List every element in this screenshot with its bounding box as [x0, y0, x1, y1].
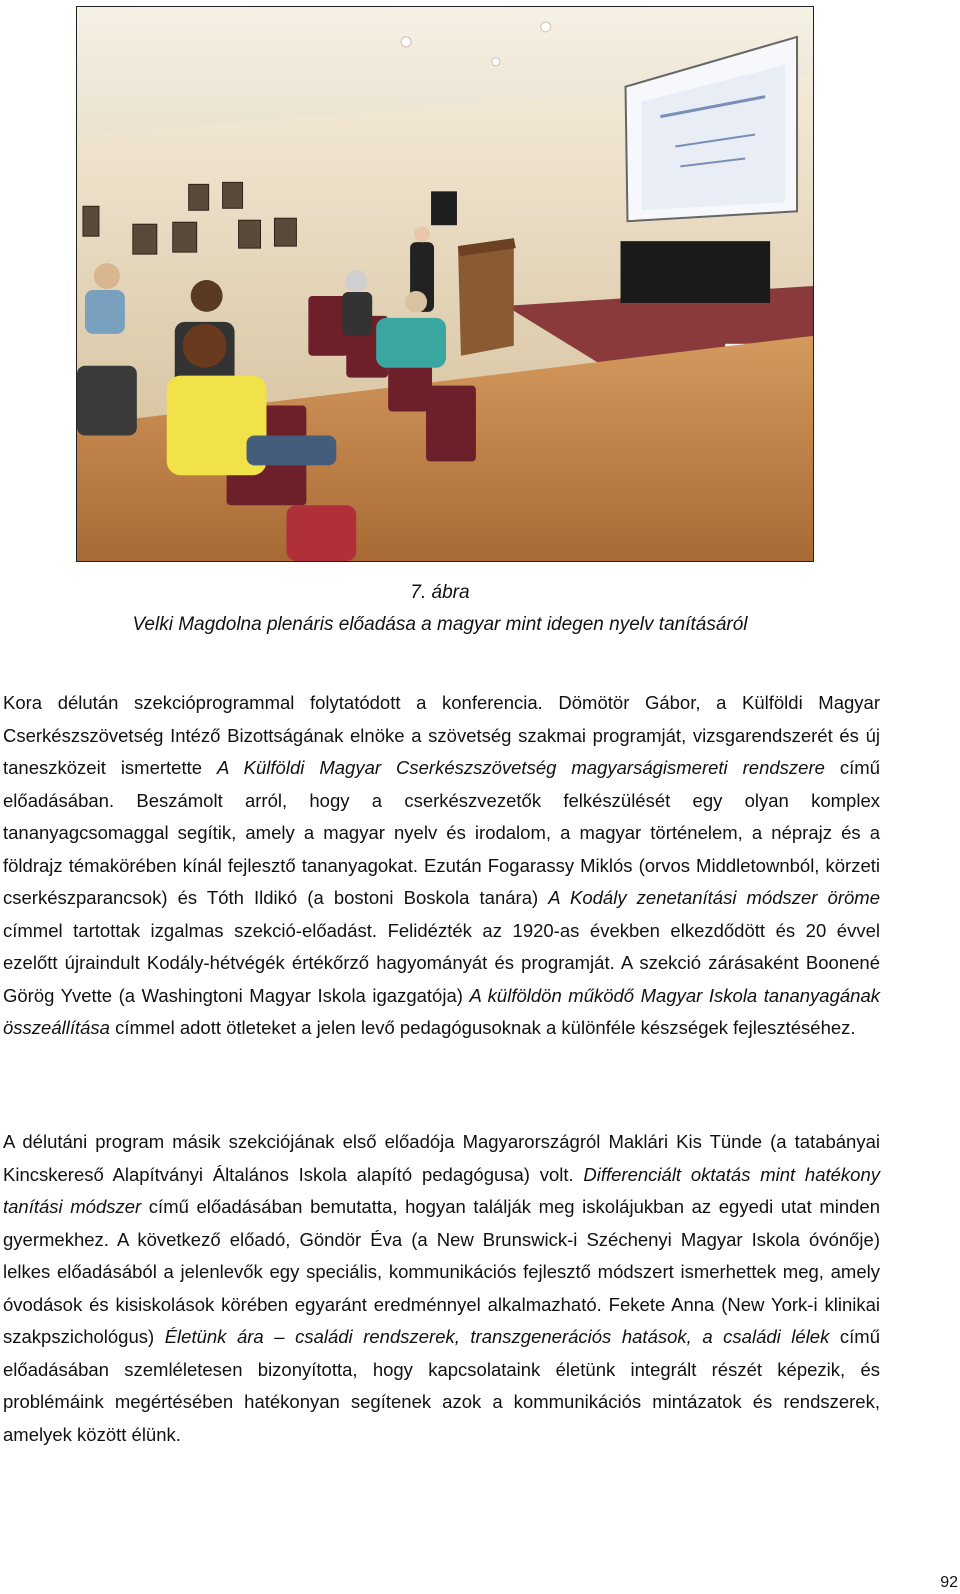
talk-title: A Külföldi Magyar Cserkészszövetség magyarságismereti rendszere — [217, 757, 825, 778]
conference-photo — [76, 6, 814, 562]
figure-number: 7. ábra — [410, 582, 470, 603]
paragraph-text: A délutáni program másik szekciójának első előadója Magyarországról Maklári Kis Tünde (a tatabányai Kincskereső Alapítványi Általános Iskola alapító pedagógusa) volt. — [3, 1131, 880, 1185]
talk-title: A Kodály zenetanítási módszer öröme — [548, 887, 880, 908]
body-paragraph-1 — [3, 687, 880, 1045]
paragraph-text: című előadásában. Beszámolt arról, hogy a cserkészvezetők felkészülését egy olyan komplex tananyagcsomaggal segítik, amely a magyar nyelv és irodalom, a magyar történelem, a néprajz és a földrajz témakörében kínál fejlesztő tananyagokat. Ezután Fogarassy Miklós (orvos Middletownból, körzeti cserkészparancsok) és Tóth Ildikó (a bostoni Boskola tanára) — [3, 757, 880, 908]
paragraph-text: Kora délután szekcióprogrammal folytatódott a konferencia. Dömötör Gábor, a Külföldi Magyar Cserkészszövetség Intéző Bizottságának elnöke a szövetség szakmai programját, vizsgarendszerét és új taneszközeit ismertette — [3, 692, 880, 778]
paragraph-text: címmel tartottak izgalmas szekció-előadást. Felidézték az 1920-as években elkezdődött és 20 évvel ezelőtt újraindult Kodály-hétvégék értékőrző hagyományát és programját. A szekció zárásaként Boonené Görög Yvette (a Washingtoni Magyar Iskola igazgatója) — [3, 919, 880, 1006]
page-number: 92 — [940, 1574, 958, 1591]
figure-caption: Velki Magdolna plenáris előadása a magyar mint idegen nyelv tanításáról — [132, 614, 748, 635]
paragraph-text: címmel adott ötleteket a jelen levő pedagógusoknak a különféle készségek fejlesztéséhez. — [109, 1017, 856, 1038]
talk-title: Életünk ára – családi rendszerek, transzgenerációs hatások, a családi lélek — [164, 1326, 830, 1347]
talk-title: A külföldön működő Magyar Iskola tananyagának összeállítása — [3, 984, 881, 1038]
body-paragraph-2 — [3, 1126, 880, 1451]
talk-title: Differenciált oktatás mint hatékony tanítási módszer — [3, 1163, 880, 1217]
paragraph-text: című előadásában bemutatta, hogyan találják meg iskolájukban az egyedi utat minden gyermekhez. A következő előadó, Göndör Éva (a New Brunswick-i Széchenyi Magyar Iskola óvónője) lelkes előadásából a jelenlevők egy speciális, kommunikációs fejlesztő módszert ismerhettek meg, amely óvodások és kisiskolások körében egyaránt eredménnyel alkalmazható. Fekete Anna (New York-i klinikai szakpszichológus) — [3, 1196, 881, 1347]
paragraph-text: című előadásában szemléletesen bizonyította, hogy kapcsolataink életünk integrált részét képezik, és problémáink megértésében hatékonyan segítenek azok a kommunikációs mintázatok és rendszerek, amelyek között élünk. — [3, 1326, 880, 1445]
